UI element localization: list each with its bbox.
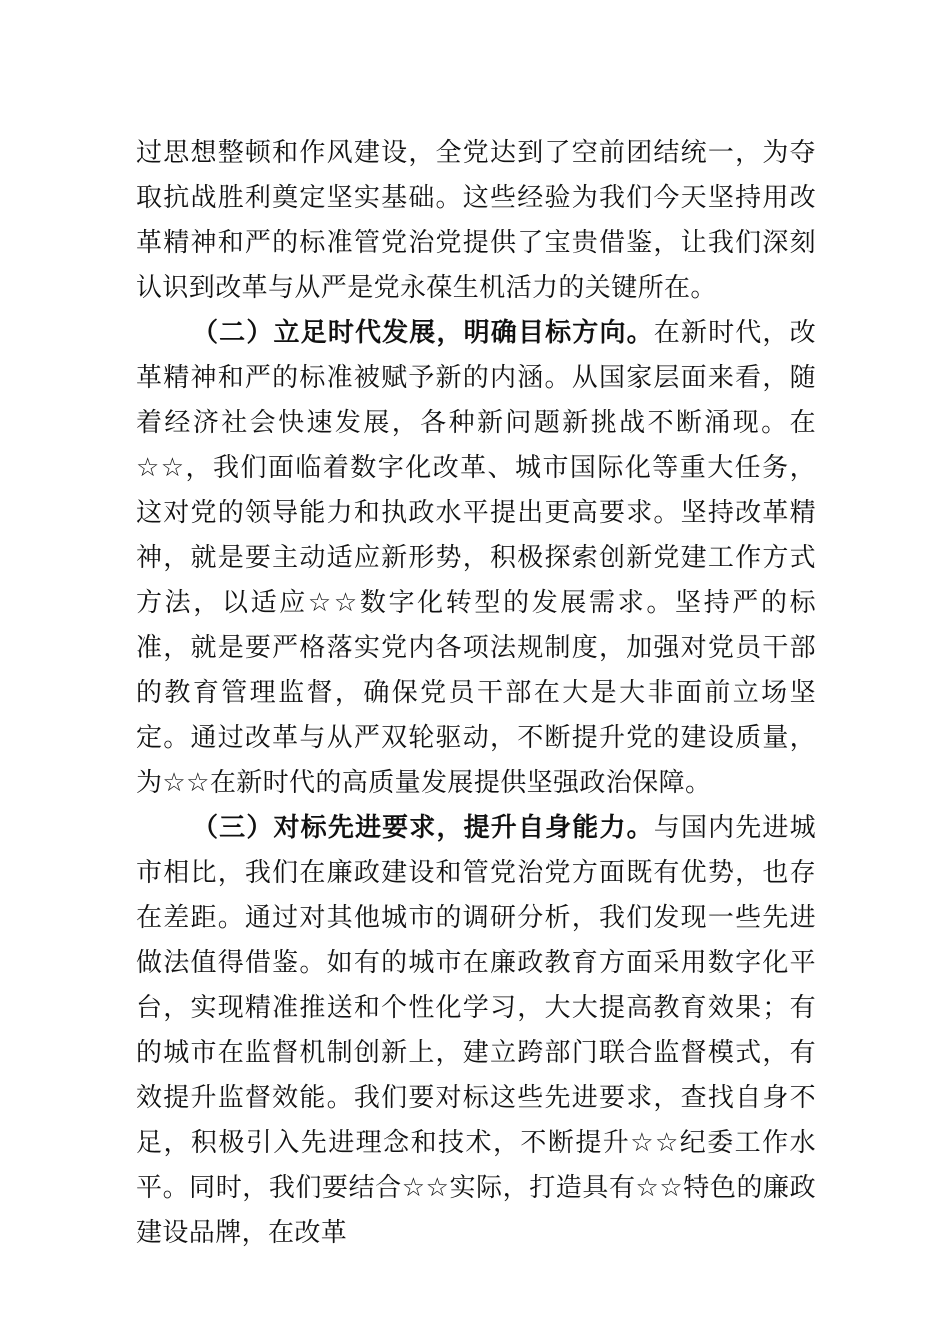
section-heading-3: （三）对标先进要求，提升自身能力。 [192, 813, 654, 843]
section-heading-2: （二）立足时代发展，明确目标方向。 [192, 318, 654, 348]
paragraph-text: 与国内先进城市相比，我们在廉政建设和管党治党方面既有优势，也存在差距。通过对其他城市的调研分析，我们发现一些先进做法值得借鉴。如有的城市在廉政教育方面采用数字化平台，实现精准推送和个性化学习，大大提高教育效果；有的城市在监督机制创新上，建立跨部门联合监督模式，有效提升监督效能。我们要对标这些先进要求，查找自身不足，积极引入先进理念和技术，不断提升☆☆纪委工作水平。同时，我们要结合☆☆实际，打造具有☆☆特色的廉政建设品牌，在改革 [136, 813, 816, 1248]
document-body [136, 131, 816, 1256]
paragraph-continuation [136, 131, 816, 311]
paragraph-section-3 [136, 806, 816, 1256]
paragraph-text: 在新时代，改革精神和严的标准被赋予新的内涵。从国家层面来看，随着经济社会快速发展，各种新问题新挑战不断涌现。在☆☆，我们面临着数字化改革、城市国际化等重大任务，这对党的领导能力和执政水平提出更高要求。坚持改革精神，就是要主动适应新形势，积极探索创新党建工作方式方法，以适应☆☆数字化转型的发展需求。坚持严的标准，就是要严格落实党内各项法规制度，加强对党员干部的教育管理监督，确保党员干部在大是大非面前立场坚定。通过改革与从严双轮驱动，不断提升党的建设质量，为☆☆在新时代的高质量发展提供坚强政治保障。 [136, 318, 816, 798]
paragraph-text: 过思想整顿和作风建设，全党达到了空前团结统一，为夺取抗战胜利奠定坚实基础。这些经验为我们今天坚持用改革精神和严的标准管党治党提供了宝贵借鉴，让我们深刻认识到改革与从严是党永葆生机活力的关键所在。 [136, 138, 816, 303]
paragraph-section-2 [136, 311, 816, 806]
